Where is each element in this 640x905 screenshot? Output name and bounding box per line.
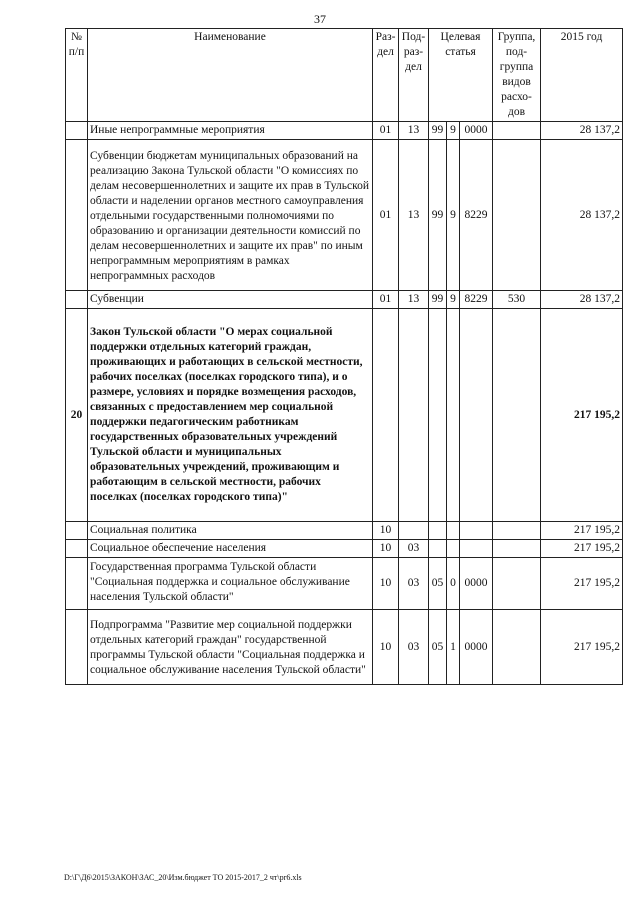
footer-file-path: D:\Г\Д6\2015\ЗАКОН\ЗАС_20\Изм.бюджет ТО 2015-2017_2 чт\pr6.xls	[64, 873, 302, 882]
row-name: Субвенции бюджетам муниципальных образований на реализацию Закона Тульской области "О комиссиях по делам несовершеннолетних и защите их прав в Тульской области и наделении органов местного самоуправления отдельными государственными полномочиями по образованию и организации деятельности комиссий по делам несовершеннолетних и защите их прав" по иным непрограммным мероприятиям в рамках непрограммных расходов	[88, 140, 373, 291]
row-amount: 217 195,2	[541, 522, 623, 540]
row-num	[66, 610, 88, 685]
col-header-tselevaya: Целевая статья	[429, 29, 493, 122]
row-podrazdel	[399, 309, 429, 522]
row-cs-code	[460, 522, 493, 540]
row-num	[66, 540, 88, 558]
row-cs-program: 05	[429, 610, 447, 685]
row-cs-sub: 0	[447, 558, 460, 610]
row-num	[66, 558, 88, 610]
row-amount: 28 137,2	[541, 140, 623, 291]
row-cs-program: 05	[429, 558, 447, 610]
row-num	[66, 291, 88, 309]
row-podrazdel: 03	[399, 610, 429, 685]
row-amount: 217 195,2	[541, 309, 623, 522]
row-amount: 217 195,2	[541, 558, 623, 610]
row-cs-sub: 9	[447, 291, 460, 309]
row-cs-program: 99	[429, 140, 447, 291]
row-razdel: 10	[373, 610, 399, 685]
row-cs-sub: 1	[447, 610, 460, 685]
table-row	[66, 558, 623, 610]
table-row	[66, 140, 623, 291]
row-name: Субвенции	[88, 291, 373, 309]
col-header-num: № п/п	[66, 29, 88, 122]
row-cs-sub: 9	[447, 140, 460, 291]
col-header-razdel: Раз-дел	[373, 29, 399, 122]
col-header-name: Наименование	[88, 29, 373, 122]
row-name: Иные непрограммные мероприятия	[88, 122, 373, 140]
col-header-podrazdel: Под-раз-дел	[399, 29, 429, 122]
row-podrazdel	[399, 522, 429, 540]
row-name: Социальное обеспечение населения	[88, 540, 373, 558]
row-name: Подпрограмма "Развитие мер социальной поддержки отдельных категорий граждан" государственной программы Тульской области "Социальная поддержка и социальное обслуживание населения Тульской области"	[88, 610, 373, 685]
row-cs-program	[429, 522, 447, 540]
row-podrazdel: 03	[399, 558, 429, 610]
row-razdel: 10	[373, 540, 399, 558]
row-cs-program: 99	[429, 291, 447, 309]
row-vr	[493, 540, 541, 558]
row-amount: 217 195,2	[541, 610, 623, 685]
row-razdel: 10	[373, 522, 399, 540]
row-amount: 28 137,2	[541, 122, 623, 140]
row-num	[66, 522, 88, 540]
table-row	[66, 291, 623, 309]
row-num	[66, 122, 88, 140]
row-cs-program	[429, 540, 447, 558]
row-name: Социальная политика	[88, 522, 373, 540]
row-cs-program	[429, 309, 447, 522]
table-row	[66, 309, 623, 522]
table-row	[66, 540, 623, 558]
row-cs-sub	[447, 522, 460, 540]
col-header-gruppa: Группа, под-группа видов расхо-дов	[493, 29, 541, 122]
row-num: 20	[66, 309, 88, 522]
row-cs-code: 0000	[460, 610, 493, 685]
table-header-row	[66, 29, 623, 122]
row-cs-code	[460, 540, 493, 558]
row-cs-code: 0000	[460, 122, 493, 140]
row-cs-sub: 9	[447, 122, 460, 140]
row-vr	[493, 122, 541, 140]
row-vr: 530	[493, 291, 541, 309]
row-cs-code	[460, 309, 493, 522]
row-amount: 28 137,2	[541, 291, 623, 309]
row-vr	[493, 522, 541, 540]
row-name: Государственная программа Тульской области "Социальная поддержка и социальное обслуживание населения Тульской области"	[88, 558, 373, 610]
row-podrazdel: 03	[399, 540, 429, 558]
row-cs-program: 99	[429, 122, 447, 140]
row-amount: 217 195,2	[541, 540, 623, 558]
row-cs-code: 8229	[460, 291, 493, 309]
row-cs-sub	[447, 309, 460, 522]
row-podrazdel: 13	[399, 291, 429, 309]
row-razdel: 10	[373, 558, 399, 610]
page-number: 37	[314, 12, 326, 26]
row-razdel: 01	[373, 122, 399, 140]
row-name: Закон Тульской области "О мерах социальной поддержки отдельных категорий граждан, проживающих и работающих в сельской местности, рабочих поселках (поселках городского типа), и о размере, условиях и порядке возмещения расходов, связанных с предоставлением мер социальной поддержки педагогическим работникам государственных образовательных учреждений Тульской области и муниципальных образовательных учреждений, проживающим и работающим в сельской местности, рабочих поселках (поселках городского типа)"	[88, 309, 373, 522]
row-podrazdel: 13	[399, 140, 429, 291]
table-row	[66, 522, 623, 540]
row-cs-code: 0000	[460, 558, 493, 610]
row-num	[66, 140, 88, 291]
row-cs-code: 8229	[460, 140, 493, 291]
row-podrazdel: 13	[399, 122, 429, 140]
row-razdel: 01	[373, 140, 399, 291]
budget-table	[65, 28, 623, 685]
row-razdel	[373, 309, 399, 522]
row-cs-sub	[447, 540, 460, 558]
table-row	[66, 610, 623, 685]
row-vr	[493, 309, 541, 522]
row-vr	[493, 610, 541, 685]
col-header-year: 2015 год	[541, 29, 623, 122]
table-row	[66, 122, 623, 140]
row-vr	[493, 140, 541, 291]
row-vr	[493, 558, 541, 610]
row-razdel: 01	[373, 291, 399, 309]
